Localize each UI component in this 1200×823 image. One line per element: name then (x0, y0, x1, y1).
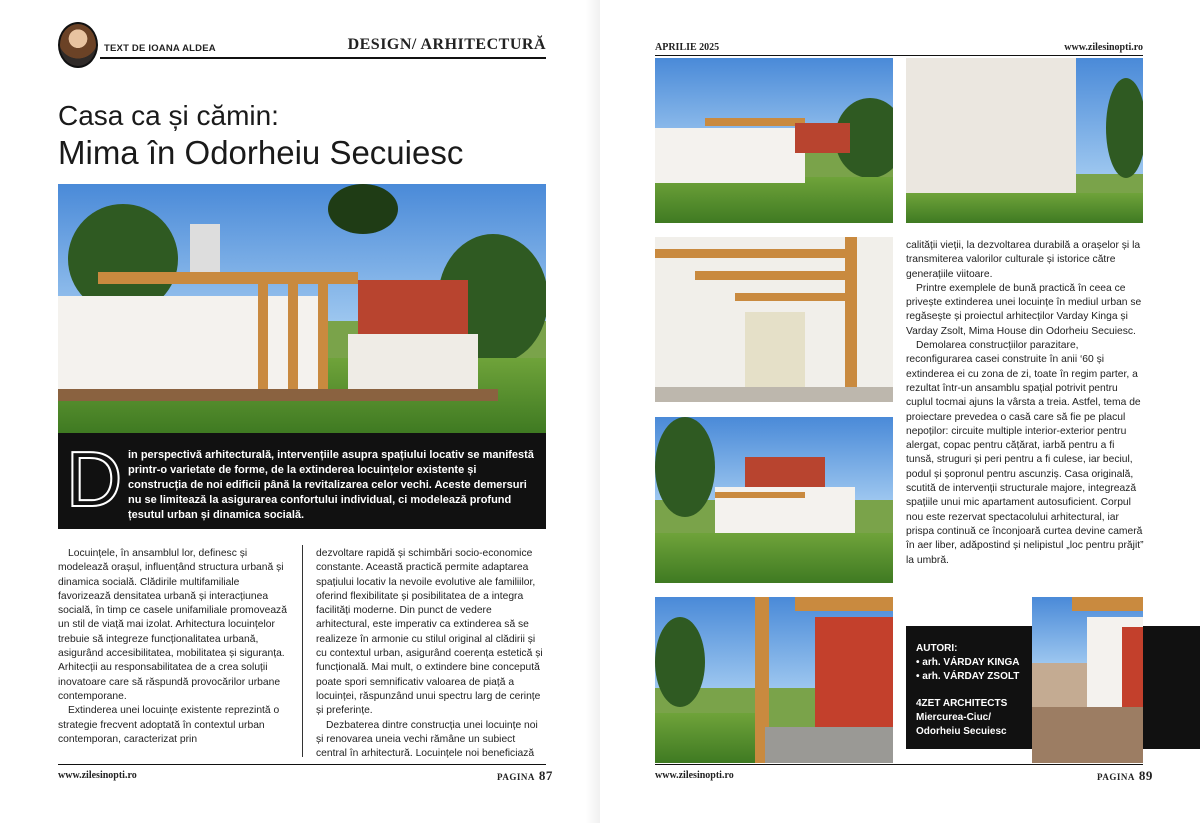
photo-pergola (98, 272, 358, 284)
author-name: TEXT DE IOANA ALDEA (104, 42, 216, 54)
page-number-value: 89 (1138, 768, 1153, 783)
house-photo-interior (655, 237, 893, 402)
author-byline (58, 22, 216, 68)
right-page (600, 0, 1200, 823)
footer-url-link[interactable]: www.zilesinopti.ro (655, 770, 734, 781)
photo-chimney (190, 224, 220, 272)
photo-grass (655, 177, 893, 223)
main-house-photo (58, 184, 546, 433)
photo-beam (655, 249, 845, 258)
body-paragraph: Locuințele, în ansamblul lor, definesc și modelează orașul, influențând structura urbană și dinamica socială. Clădirile multifamiliale favorizează densitatea urbană și interacțiunea socială, în timp ce casele unifamiliale promovează un stil de viață mai izolat. Arhitectura locuințelor trebuie să integreze funcționalitatea urbană, asigurând accesibilitatea, mobilitatea și siguranța. Arhitecții au responsabilitatea de a crea soluții inovatoare care să răspundă provocărilor urbane contemporane. (58, 548, 287, 702)
photo-grass (655, 533, 893, 583)
page-label: PAGINA (1097, 772, 1135, 782)
photo-door (815, 617, 893, 727)
header-rule (655, 55, 1143, 56)
header-url-link[interactable]: www.zilesinopti.ro (1064, 42, 1143, 53)
decorative-bar (1143, 626, 1200, 749)
body-column-a (58, 547, 290, 747)
column-divider (302, 545, 303, 757)
photo-roof (358, 280, 468, 336)
photo-deck (1032, 707, 1143, 763)
body-paragraph: Printre exemplele de bună practică în ceea ce privește extinderea unei locuințe în mediul urban se regăsește și proiectul arhitecților Varday Kinga și Varday Zsolt, Mima House din Odorheiu Secuiesc. (906, 282, 1142, 337)
firm-name: 4ZET ARCHITECTS (916, 698, 1008, 709)
house-photo-exterior (655, 58, 893, 223)
footer-url-link[interactable]: www.zilesinopti.ro (58, 770, 137, 781)
body-column-b (316, 547, 548, 761)
house-photo-entrance (655, 597, 893, 763)
headline-line-2: Mima în Odorheiu Secuiesc (58, 134, 464, 171)
photo-post (845, 237, 857, 402)
header-rule (100, 57, 546, 59)
authors-box (906, 626, 1032, 749)
lead-paragraph-box (58, 433, 546, 529)
drop-cap: D (66, 435, 123, 523)
body-paragraph: calității vieții, la dezvoltarea durabilă a orașelor și la transmiterea valorilor culturale și istorice către generațiile viitoare. (906, 240, 1141, 280)
house-photo-side-wall (906, 58, 1143, 223)
page-number (1097, 768, 1153, 784)
photo-beam (735, 293, 845, 301)
body-paragraph: Dezbaterea dintre construcția unei locuințe noi și renovarea uneia vechi rămâne un subiect central în arhitectură. Locuințele noi beneficiază (316, 719, 538, 760)
photo-tree (328, 184, 398, 234)
photo-house-wall (906, 58, 1076, 208)
section-title: DESIGN/ ARHITECTURĂ (347, 36, 546, 53)
photo-tree (1106, 78, 1143, 178)
photo-floor (655, 387, 893, 402)
headline-line-1: Casa ca și cămin: (58, 100, 279, 131)
author-1: • arh. VÁRDAY KINGA (916, 657, 1020, 668)
photo-pergola-post (288, 284, 298, 394)
photo-door (1122, 627, 1143, 707)
photo-house-wall (348, 334, 478, 389)
footer-rule (655, 764, 1143, 765)
photo-roof (745, 457, 825, 487)
footer-rule (58, 764, 546, 765)
photo-steps (765, 727, 893, 763)
body-paragraph: Demolarea construcțiilor parazitare, reconfigurarea casei construite în anii ‘60 și extinderea ei cu zona de zi, toate în regim parter, a rezultat într-un ansamblu spațial potrivit pentru cuplul tocmai ajuns la vârsta a treia. Astfel, tema de proiectare prevedea o casă care să fie pe placul nepoților: circuite multiple interior-exterior pentru alergat, copac pentru cățărat, iarbă pentru a fi tunsă, struguri și peri pentru a fi culese, iar beciul, podul și șopronul pentru ascunziș. Casa originală, scutită de intervenții structurale majore, integrează spațiile unui mic apartament autosuficient. Corpul nou este rezervat spectacolului arhitectural, iar prispa continuă ce înconjoară curtea devine cameră în aer liber, adăpostind și nelipistul „loc pentru prăjit” la umbră. (906, 340, 1144, 566)
photo-grass (655, 713, 755, 763)
photo-beam (795, 597, 893, 611)
photo-roof (795, 123, 850, 153)
photo-beam (1072, 597, 1143, 611)
author-avatar (58, 22, 98, 68)
photo-house-wall (655, 128, 805, 183)
photo-tree (655, 417, 715, 517)
author-2: • arh. VÁRDAY ZSOLT (916, 671, 1020, 682)
photo-wall (745, 312, 805, 392)
house-photo-porch (1032, 597, 1143, 763)
photo-pergola (705, 118, 805, 126)
body-paragraph: dezvoltare rapidă și schimbări socio-economice constante. Această practică permite adaptarea spațiului locativ la nevoile evolutive ale familiilor, oferind flexibilitate și posibilitatea de a integra facilități moderne. Din punct de vedere arhitectural, este imperativ ca extinderea să se realizeze în armonie cu stilul original al clădirii și cu contextul urban, asigurând coerența estetică și funcțională. Mai mult, o extindere bine concepută poate spori semnificativ valoarea de piață a locuinței, răspunzând unui spectru larg de cerințe și preferințe. (316, 548, 543, 717)
issue-date: APRILIE 2025 (655, 42, 720, 53)
photo-tree (655, 617, 705, 707)
lead-text: in perspectivă arhitecturală, intervențiile asupra spațiului locativ se manifestă printr-o varietate de forme, de la extinderea locuințelor existente și construcția de noi edificii până la revitalizarea celor vechi. Aceste demersuri nu se limitează la asigurarea confortului individual, ci modelează profund țesutul urban și dinamica socială. (128, 449, 534, 521)
photo-pergola (715, 492, 805, 498)
firm-city-2: Odorheiu Secuiesc (916, 726, 1007, 737)
page-label: PAGINA (497, 772, 535, 782)
house-photo-courtyard (655, 417, 893, 583)
photo-pergola-post (258, 284, 268, 394)
photo-pergola-post (318, 284, 328, 394)
page-number-value: 87 (538, 768, 553, 783)
body-paragraph: Extinderea unei locuințe existente reprezintă o strategie frecvent adoptată în contextul urban contemporan, caracterizat prin (58, 705, 280, 745)
firm-city-1: Miercurea-Ciuc/ (916, 712, 992, 723)
page-number (497, 768, 553, 784)
photo-deck (58, 389, 498, 401)
photo-grass (906, 193, 1143, 223)
body-column-c (906, 239, 1144, 568)
authors-label: AUTORI: (916, 643, 958, 654)
photo-beam (695, 271, 845, 280)
